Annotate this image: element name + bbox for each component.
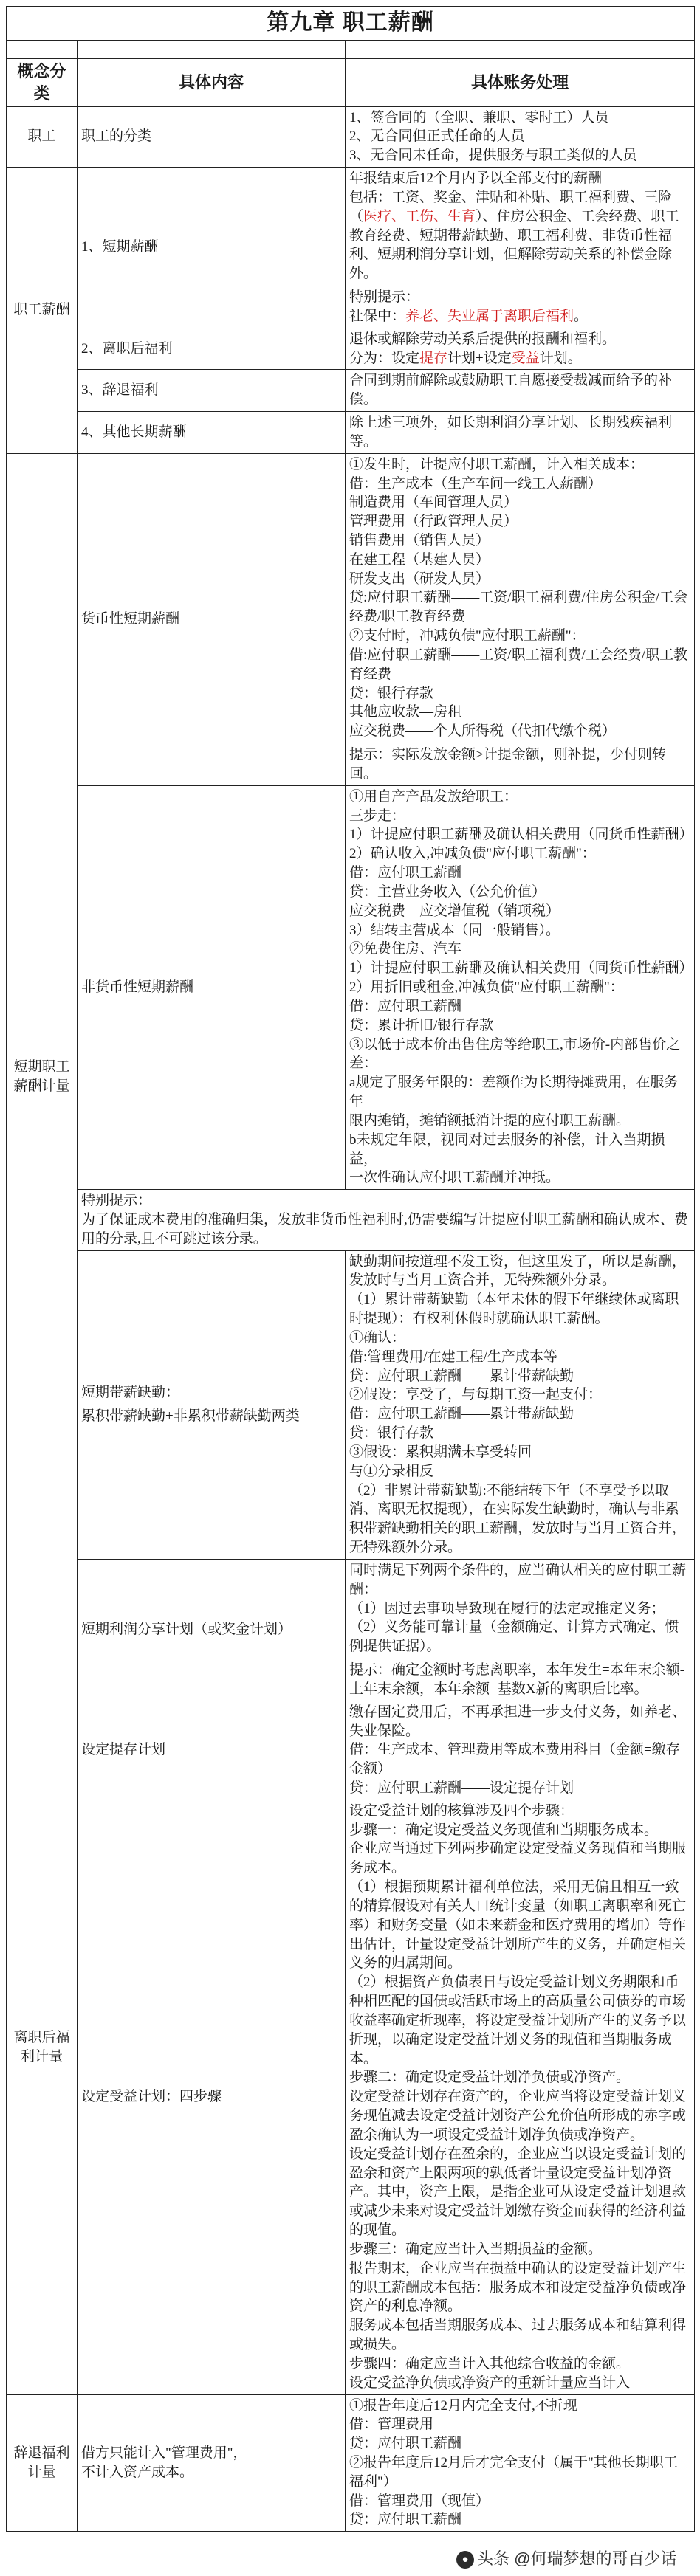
detail-line: 3、无合同未任命，提供服务与职工类似的人员: [349, 148, 637, 164]
table-row: [7, 785, 695, 1189]
content-cell: 1、短期薪酬: [78, 168, 346, 328]
highlight-text: 受益: [511, 350, 540, 366]
detail-line: 贷：银行存款: [349, 685, 434, 701]
content-cell: 货币性短期薪酬: [78, 453, 346, 785]
title-row: [7, 7, 695, 41]
table-row: [7, 328, 695, 370]
detail-line: ②假设：享受了，与每期工资一起支付：: [349, 1387, 603, 1403]
detail-line: ②免费住房、汽车: [349, 941, 462, 957]
watermark-text: 头条 @何瑞梦想的哥百少话: [477, 2549, 677, 2568]
content-cell: 2、离职后福利: [78, 328, 346, 370]
detail-cell: [346, 1250, 695, 1559]
user-icon: ●: [456, 2551, 474, 2569]
detail-line: （1）根据预期累计福利单位法，采用无偏且相互一致的精算假设对有关人口统计变量（如职工离职率和死亡率）和财务变量（如未来薪金和医疗费用的增加）等作出估计，计量设定受益计划所产生的义务，并确定相关义务的归属期间。: [349, 1879, 687, 1971]
table-row: [7, 1800, 695, 2394]
detail-line: 提示：确定金额时考虑离职率，本年发生=本年末余额-上年末余额，本年余额=基数X新的离职后比率。: [349, 1662, 685, 1697]
detail-line: 1）计提应付职工薪酬及确认相关费用（同货币性薪酬）: [349, 827, 693, 843]
detail-line: 2）用折旧或租金,冲减负债"应付职工薪酬"：: [349, 979, 624, 996]
detail-line: 特别提示：: [349, 289, 420, 306]
detail-line: ③假设：累积期满未享受转回: [349, 1444, 532, 1460]
detail-line: 贷:应付职工薪酬——工资/职工福利费/住房公积金/工会经费/职工教育经费: [349, 590, 688, 625]
detail-line: 贷：主营业务收入（公允价值）: [349, 884, 546, 900]
detail-line: 应交税费——个人所得税（代扣代缴个税）: [349, 723, 617, 740]
category-cell: 职工: [7, 106, 78, 167]
content-cell: 4、其他长期薪酬: [78, 412, 346, 454]
tip-cell: [78, 1190, 695, 1250]
text-span: 包括：工资、奖金、津贴和补贴、职工福利费、三险（: [349, 189, 673, 224]
detail-line: b未规定年限，视同对过去服务的补偿，计入当期损益，: [349, 1132, 665, 1167]
detail-line: [349, 349, 690, 368]
detail-line: 步骤二：确定设定受益计划净负债或净资产。: [349, 2070, 631, 2086]
detail-line: 年报结束后12个月内予以全部支付的薪酬: [349, 171, 603, 187]
table-row: [7, 1559, 695, 1701]
page-title: 第九章 职工薪酬: [7, 7, 695, 41]
detail-line: 研发支出（研发人员）: [349, 571, 490, 587]
detail-line: 企业应当通过下列两步确定设定受益义务现值和当期服务成本。: [349, 1841, 687, 1876]
detail-line: 2、无合同但正式任命的人员: [349, 128, 525, 145]
content-cell: [78, 1250, 346, 1559]
highlight-text: 养老、失业属于离职后福利: [405, 308, 574, 324]
table-row: [7, 1701, 695, 1800]
detail-line: 贷：应付职工薪酬: [349, 2512, 462, 2528]
detail-line: 在建工程（基建人员）: [349, 551, 490, 568]
detail-line: 借:应付职工薪酬——工资/职工福利费/工会经费/职工教育经费: [349, 647, 688, 682]
detail-line: 设定受益净负债或净资产的重新计量应当计入: [349, 2374, 631, 2391]
detail-cell: [346, 2394, 695, 2532]
content-cell: 3、辞退福利: [78, 370, 346, 412]
detail-line: 步骤一：确定设定受益义务现值和当期服务成本。: [349, 1822, 659, 1838]
detail-cell: 合同到期前解除或鼓励职工自愿接受裁减而给予的补偿。: [346, 370, 695, 412]
detail-line: 销售费用（销售人员）: [349, 533, 490, 548]
table-row: [7, 2394, 695, 2532]
detail-line: 借：应付职工薪酬: [349, 865, 462, 881]
content-cell: [78, 2394, 346, 2532]
table-row: [7, 453, 695, 785]
detail-line: 1、签合同的（全职、兼职、零时工）人员: [349, 109, 609, 125]
detail-line: ①确认：: [349, 1329, 406, 1346]
watermark: [450, 2545, 682, 2571]
header-category: 概念分类: [7, 58, 78, 106]
content-line: 短期带薪缺勤：: [81, 1385, 180, 1401]
detail-line: （2）义务能可靠计量（金额确定、计算方式确定、惯例提供证据）。: [349, 1619, 679, 1655]
detail-line: 借：应付职工薪酬——累计带薪缺勤: [349, 1406, 574, 1422]
detail-cell: [346, 328, 695, 370]
category-cell: 短期职工薪酬计量: [7, 453, 78, 1701]
highlight-text: 医疗、工伤、生育: [363, 208, 476, 224]
detail-line: 贷：应付职工薪酬——设定提存计划: [349, 1780, 574, 1796]
detail-line: 设定受益计划存在资产的，企业应当将设定受益计划义务现值减去设定受益计划资产公允价值所形成的赤字或盈余确认为一项设定受益计划净负债或净资产。: [349, 2089, 687, 2143]
detail-line: 服务成本包括当期服务成本、过去服务成本和结算利得或损失。: [349, 2318, 687, 2353]
content-cell: 设定提存计划: [78, 1701, 346, 1800]
detail-line: 缴存固定费用后，不再承担进一步支付义务，如养老、失业保险。: [349, 1704, 687, 1739]
detail-cell: [346, 106, 695, 167]
detail-line: [349, 188, 690, 283]
detail-line: 特别提示：: [81, 1193, 152, 1209]
detail-line: 贷：银行存款: [349, 1425, 434, 1442]
detail-line: a规定了服务年限的：差额作为长期待摊费用，在服务年: [349, 1075, 679, 1110]
category-cell: 辞退福利计量: [7, 2394, 78, 2532]
detail-line: 借：生产成本、管理费用等成本费用科目（金额=缴存金额）: [349, 1742, 680, 1777]
detail-line: 报告期末，企业应当在损益中确认的设定受益计划产生的职工薪酬成本包括：服务成本和设定受益净负债或净资产的利息净额。: [349, 2260, 687, 2315]
table-row: [7, 168, 695, 328]
highlight-text: 提存: [419, 350, 448, 366]
category-cell: 职工薪酬: [7, 168, 78, 454]
content-cell: 职工的分类: [78, 106, 346, 167]
table-row: [7, 1250, 695, 1559]
detail-line: 借：应付职工薪酬: [349, 998, 462, 1014]
detail-line: 1）计提应付职工薪酬及确认相关费用（同货币性薪酬）: [349, 960, 693, 977]
detail-cell: [346, 785, 695, 1189]
detail-line: 缺勤期间按道理不发工资，但这里发了，所以是薪酬，发放时与当月工资合并，无特殊额外分录。: [349, 1253, 687, 1289]
content-cell: 短期利润分享计划（或奖金计划）: [78, 1559, 346, 1701]
table-row: [7, 370, 695, 412]
content-line: 累积带薪缺勤+非累积带薪缺勤两类: [81, 1408, 300, 1425]
detail-cell: 除上述三项外，如长期利润分享计划、长期残疾福利等。: [346, 412, 695, 454]
content-line: 不计入资产成本。: [81, 2464, 194, 2480]
category-cell: 离职后福利计量: [7, 1701, 78, 2394]
detail-line: ②报告年度后12月后才完全支付（属于"其他长期职工福利"）: [349, 2454, 678, 2490]
detail-cell: [346, 1701, 695, 1800]
header-content: 具体内容: [78, 58, 346, 106]
detail-line: 2）确认收入,冲减负债"应付职工薪酬"：: [349, 846, 596, 862]
content-line: 借方只能计入"管理费用"，: [81, 2445, 247, 2462]
detail-line: 设定受益计划存在盈余的，企业应当以设定受益计划的盈余和资产上限两项的孰低者计量设定受益计划净资产。其中，资产上限，是指企业可从设定受益计划退款或减少未来对设定受益计划缴存资金而获得的经济利益的现值。: [349, 2146, 687, 2239]
detail-line: 3）结转主营成本（同一般销售）。: [349, 922, 560, 938]
detail-line: ①发生时，计提应付职工薪酬，计入相关成本：: [349, 456, 645, 472]
detail-line: 借：生产成本（生产车间一线工人薪酬）: [349, 475, 603, 492]
text-span: 计划+设定: [447, 350, 512, 366]
detail-line: 贷：累计折旧/银行存款: [349, 1017, 494, 1033]
detail-line: 同时满足下列两个条件的，应当确认相关的应付职工薪酬：: [349, 1562, 687, 1597]
detail-line: ②支付时，冲减负债"应付职工薪酬"：: [349, 628, 586, 644]
detail-line: （1）因过去事项导致现在履行的法定或推定义务；: [349, 1600, 665, 1616]
detail-cell: [346, 1800, 695, 2394]
spacer-row: [7, 40, 695, 58]
detail-line: 与①分录相反: [349, 1463, 434, 1479]
content-cell: 设定受益计划：四步骤: [78, 1800, 346, 2394]
detail-line: 借：管理费用: [349, 2417, 434, 2433]
detail-line: 借:管理费用/在建工程/生产成本等: [349, 1349, 557, 1365]
table-row: [7, 412, 695, 454]
detail-cell: [346, 168, 695, 328]
detail-line: （2）非累计带薪缺勤:不能结转下年（不享受予以取消、离职无权提现），在实际发生缺勤时，确认与非累积带薪缺勤相关的职工薪酬，发放时与当月工资合并，无特殊额外分录。: [349, 1482, 687, 1556]
detail-line: ①报告年度后12月内完全支付,不折现: [349, 2397, 577, 2414]
text-span: 分为：设定: [349, 350, 420, 366]
detail-line: （2）根据资产负债表日与设定受益计划义务期限和币种相匹配的国债或活跃市场上的高质量公司债券的市场收益率确定折现率，将设定受益计划所产生的义务予以折现，以确定设定受益计划义务的现值和当期服务成本。: [349, 1974, 687, 2067]
text-span: 社保中：: [349, 308, 406, 324]
detail-line: 管理费用（行政管理人员）: [349, 514, 518, 530]
detail-line: （1）累计带薪缺勤（本年未休的假下年继续休或离职时提现）：有权利休假时就确认职工薪酬。: [349, 1292, 679, 1327]
detail-line: 贷：应付职工薪酬——累计带薪缺勤: [349, 1368, 574, 1384]
detail-line: 步骤四：确定应当计入其他综合收益的金额。: [349, 2355, 631, 2372]
header-accounting: 具体账务处理: [346, 58, 695, 106]
detail-line: 其他应收款—房租: [349, 704, 462, 720]
detail-line: ①用自产产品发放给职工：: [349, 788, 518, 805]
detail-line: 借：管理费用（现值）: [349, 2493, 490, 2509]
table-row: [7, 1190, 695, 1250]
detail-line: 应交税费—应交增值税（销项税）: [349, 903, 560, 919]
detail-line: 贷：应付职工薪酬: [349, 2436, 462, 2452]
text-span: 。: [574, 308, 589, 324]
detail-line: 一次性确认应付职工薪酬并冲抵。: [349, 1170, 560, 1186]
detail-cell: [346, 453, 695, 785]
detail-line: [349, 307, 690, 326]
detail-line: ③以低于成本价出售住房等给职工,市场价-内部售价之差：: [349, 1036, 681, 1072]
detail-line: 限内摊销，摊销额抵消计提的应付职工薪酬。: [349, 1112, 631, 1129]
header-row: [7, 58, 695, 106]
detail-line: 制造费用（车间管理人员）: [349, 495, 518, 511]
content-cell: 非货币性短期薪酬: [78, 785, 346, 1189]
detail-line: 退休或解除劳动关系后提供的报酬和福利。: [349, 331, 617, 347]
text-span: 计划。: [539, 350, 582, 366]
detail-line: 步骤三：确定应当计入当期损益的金额。: [349, 2241, 603, 2257]
salary-summary-table: [6, 6, 695, 2532]
detail-line: 提示：实际发放金额>计提金额，则补提，少付则转回。: [349, 747, 666, 782]
text-span: ）、住房公积金、工会经费、职工教育经费、短期带薪缺勤、职工福利费、非货币性福利、短期利润分享计划，但解除劳动关系的补偿金除外。: [349, 208, 679, 282]
table-row: [7, 106, 695, 167]
detail-line: 三步走：: [349, 807, 406, 824]
detail-line: 为了保证成本费用的准确归集，发放非货币性福利时,仍需要编写计提应付职工薪酬和确认成本、费用的分录,且不可跳过该分录。: [81, 1211, 688, 1247]
detail-cell: [346, 1559, 695, 1701]
detail-line: 设定受益计划的核算涉及四个步骤：: [349, 1802, 574, 1819]
